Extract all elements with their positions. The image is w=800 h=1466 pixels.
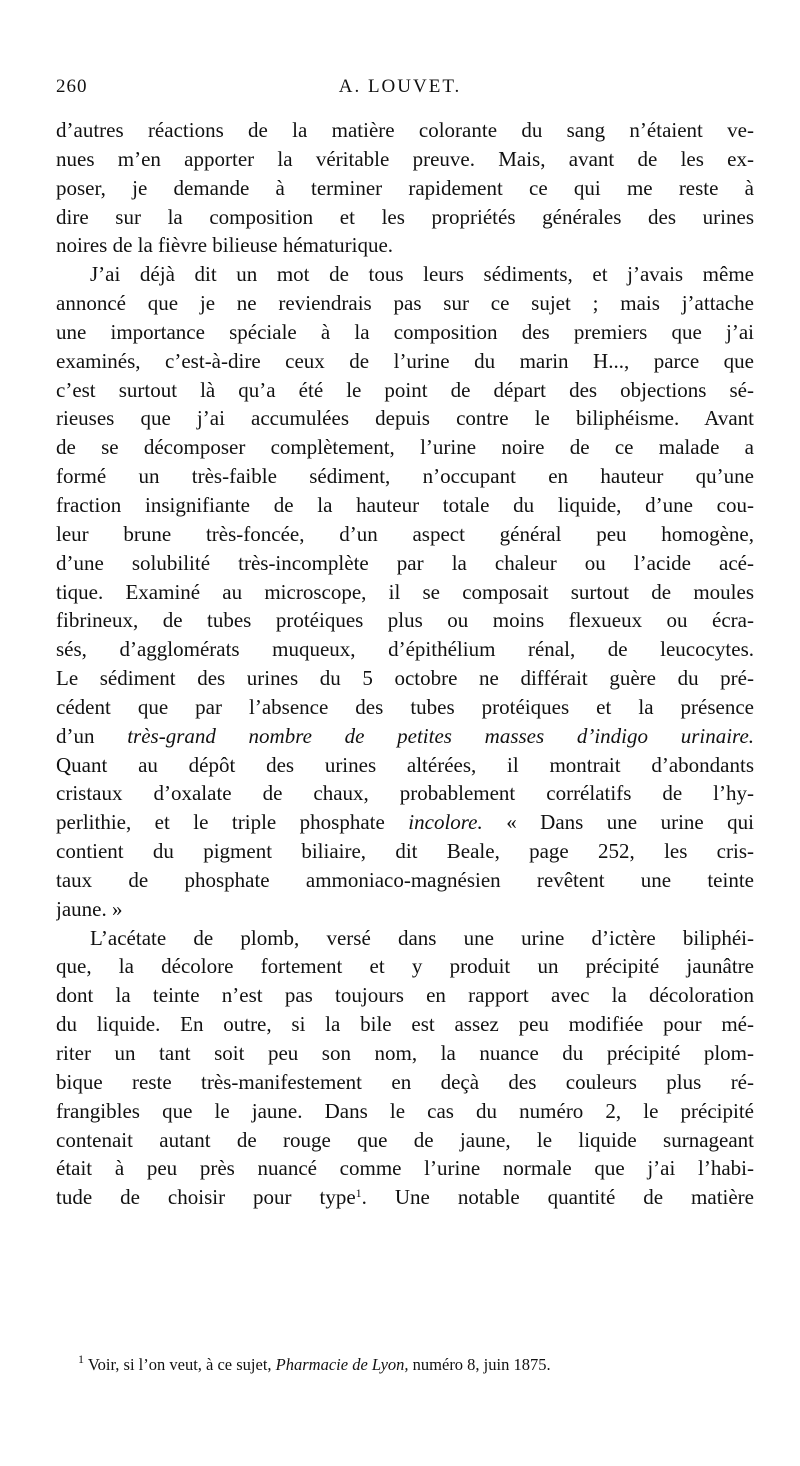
footnote	[78, 1354, 754, 1376]
text-line: cédent que par l’absence des tubes protéiques et la présence	[56, 694, 754, 719]
text-line: noires de la fièvre bilieuse hématurique.	[56, 233, 394, 258]
text-line: leur brune très-foncée, d’un aspect général peu homogène,	[56, 521, 754, 546]
text-line: formé un très-faible sédiment, n’occupant en hauteur qu’une	[56, 464, 754, 489]
running-head	[56, 76, 744, 106]
text-line: taux de phosphate ammoniaco-magnésien revêtent une teinte	[56, 867, 754, 892]
body-text	[56, 116, 754, 1212]
text-line: examinés, c’est-à-dire ceux de l’urine du marin H..., parce que	[56, 348, 754, 373]
text-line: annoncé que je ne reviendrais pas sur ce sujet ; mais j’attache	[56, 291, 754, 316]
text-line: contenait autant de rouge que de jaune, le liquide surnageant	[56, 1127, 754, 1152]
text-line: jaune. »	[56, 896, 123, 921]
text-line	[56, 808, 754, 837]
text-line: poser, je demande à terminer rapidement ce qui me reste à	[56, 175, 754, 200]
text-run: . Une notable quantité de matière	[361, 1185, 754, 1210]
text-line	[56, 722, 754, 751]
text-line: rieuses que j’ai accumulées depuis contre le biliphéisme. Avant	[56, 406, 754, 431]
text-line: du liquide. En outre, si la bile est assez peu modifiée pour mé-	[56, 1012, 754, 1037]
text-line: c’est surtout là qu’a été le point de départ des objections sé-	[56, 377, 754, 402]
text-line: cristaux d’oxalate de chaux, probablement corrélatifs de l’hy-	[56, 781, 754, 806]
text-line: était à peu près nuancé comme l’urine normale que j’ai l’habi-	[56, 1156, 754, 1181]
text-line: nues m’en apporter la véritable preuve. Mais, avant de les ex-	[56, 146, 754, 171]
text-line: contient du pigment biliaire, dit Beale, page 252, les cris-	[56, 839, 754, 864]
text-line: riter un tant soit peu son nom, la nuance du précipité plom-	[56, 1041, 754, 1065]
text-line: L’acétate de plomb, versé dans une urine d’ictère biliphéi-	[90, 925, 754, 950]
text-line: Quant au dépôt des urines altérées, il montrait d’abondants	[56, 752, 754, 777]
text-line: d’autres réactions de la matière colorante du sang n’étaient ve-	[56, 118, 754, 142]
text-line	[56, 1183, 754, 1212]
text-line: de se décomposer complètement, l’urine noire de ce malade a	[56, 435, 754, 460]
page-number: 260	[56, 76, 88, 97]
text-line: une importance spéciale à la composition des premiers que j’ai	[56, 319, 754, 344]
text-line: dire sur la composition et les propriétés générales des urines	[56, 204, 754, 229]
footnote-text: numéro 8, juin 1875.	[408, 1355, 551, 1374]
italic-run: très-grand nombre de petites masses d’indigo urinaire.	[127, 723, 754, 748]
text-line: tique. Examiné au microscope, il se composait surtout de moules	[56, 579, 754, 604]
footnote-text: Voir, si l’on veut, à ce sujet,	[84, 1355, 276, 1374]
text-line: fibrineux, de tubes protéiques plus ou moins flexueux ou écra-	[56, 608, 754, 633]
italic-run: incolore.	[408, 810, 483, 835]
text-run: « Dans une urine qui	[482, 810, 754, 835]
text-line: J’ai déjà dit un mot de tous leurs sédiments, et j’avais même	[90, 262, 754, 287]
footnote-italic: Pharmacie de Lyon,	[275, 1355, 409, 1374]
text-line: fraction insignifiante de la hauteur totale du liquide, d’une cou-	[56, 492, 754, 517]
text-run: d’un	[56, 723, 95, 748]
text-line: Le sédiment des urines du 5 octobre ne différait guère du pré-	[56, 666, 754, 691]
text-line: dont la teinte n’est pas toujours en rapport avec la décoloration	[56, 983, 754, 1008]
footnote-reference[interactable]: 1	[355, 1186, 362, 1201]
text-line: sés, d’agglomérats muqueux, d’épithélium rénal, de leucocytes.	[56, 637, 754, 662]
text-line: que, la décolore fortement et y produit un précipité jaunâtre	[56, 954, 754, 979]
text-line: bique reste très-manifestement en deçà des couleurs plus ré-	[56, 1069, 754, 1094]
footnote-marker: 1	[78, 1352, 84, 1366]
text-line: d’une solubilité très-incomplète par la chaleur ou l’acide acé-	[56, 550, 754, 575]
text-run: tude de choisir pour type	[56, 1185, 356, 1210]
text-line: frangibles que le jaune. Dans le cas du numéro 2, le précipité	[56, 1098, 754, 1123]
text-run: perlithie, et le triple phosphate	[56, 810, 385, 835]
running-title: A. LOUVET.	[338, 76, 462, 97]
